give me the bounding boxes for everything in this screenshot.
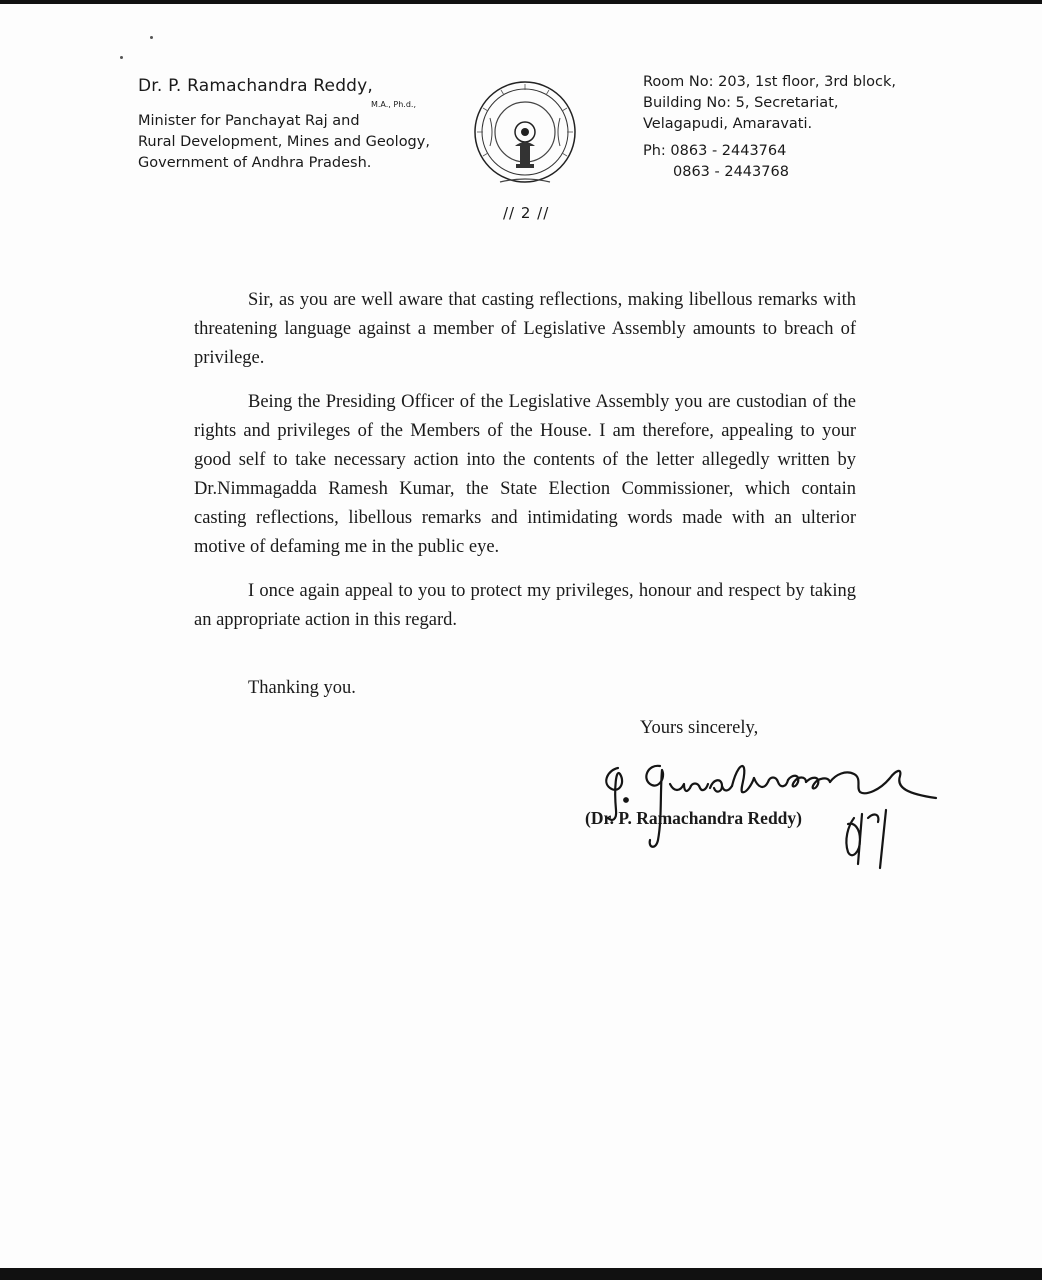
closing-line: Yours sincerely, — [640, 718, 759, 738]
scan-speck — [150, 36, 153, 39]
phone-line: 0863 - 2443768 — [673, 164, 789, 180]
thanks-line: Thanking you. — [248, 678, 356, 698]
sender-role-line: Minister for Panchayat Raj and — [138, 113, 360, 129]
address-line: Room No: 203, 1st floor, 3rd block, — [643, 74, 896, 90]
sender-name: Dr. P. Ramachandra Reddy, — [138, 76, 374, 96]
letter-body — [194, 286, 856, 650]
letterhead-sender — [138, 76, 468, 174]
address-line: Velagapudi, Amaravati. — [643, 116, 813, 132]
phone-line: Ph: 0863 - 2443764 — [643, 143, 787, 159]
sender-role-line: Government of Andhra Pradesh. — [138, 155, 372, 171]
scan-speck — [120, 56, 123, 59]
andhra-pradesh-emblem-icon — [470, 70, 580, 200]
sender-qualification: M.A., Ph.d., — [370, 100, 416, 109]
signatory-name: (Dr. P. Ramachandra Reddy) — [585, 808, 802, 828]
address-line: Building No: 5, Secretariat, — [643, 95, 839, 111]
body-paragraph: Being the Presiding Officer of the Legislative Assembly you are custodian of the rights and privileges of the Members of the House. I am therefore, appealing to your good self to take necessary action into the contents of the letter allegedly written by Dr.Nimmagadda Ramesh Kumar, the State Election Commissioner, which contain casting reflections, libellous remarks and intimidating words made with an ulterior motive of defaming me in the public eye. — [194, 392, 856, 557]
bottom-border — [0, 1268, 1042, 1280]
body-paragraph: I once again appeal to you to protect my privileges, honour and respect by taking an appropriate action in this regard. — [194, 581, 856, 630]
letterhead-address — [643, 72, 933, 183]
sender-role-line: Rural Development, Mines and Geology, — [138, 134, 430, 150]
page-reference: // 2 // — [503, 204, 550, 222]
body-paragraph: Sir, as you are well aware that casting reflections, making libellous remarks with threatening language against a member of Legislative Assembly amounts to breach of privilege. — [194, 290, 856, 368]
